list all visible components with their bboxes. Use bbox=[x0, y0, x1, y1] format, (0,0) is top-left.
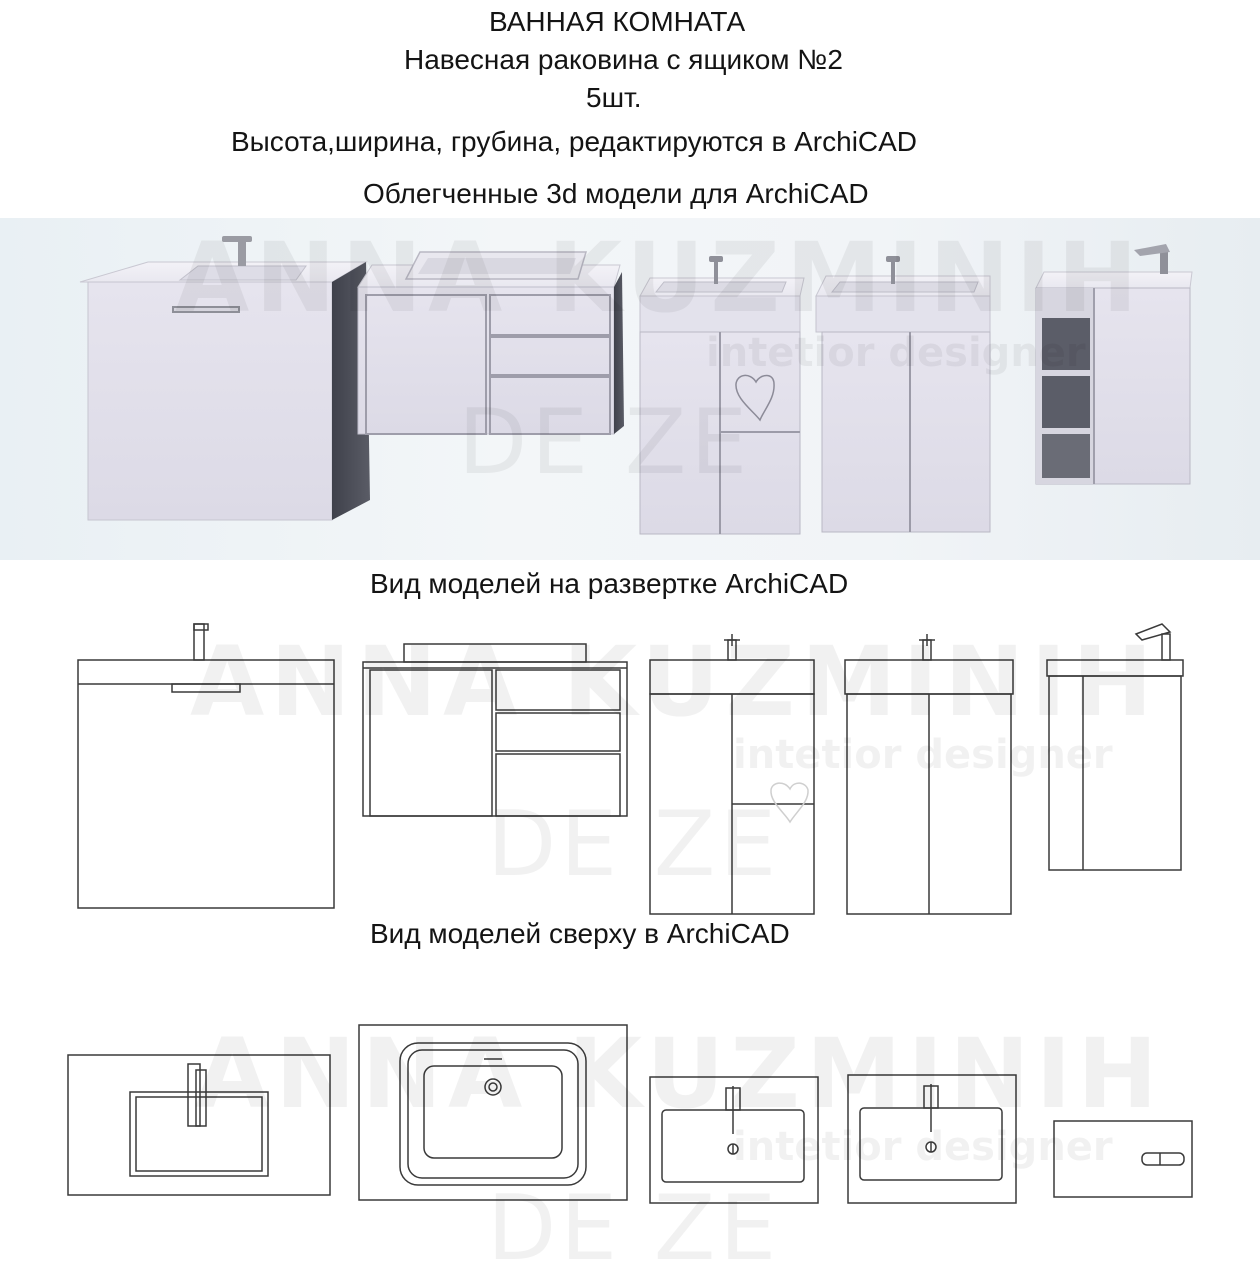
edit-note: Высота,ширина, грубина, редактируются в ArchiCAD bbox=[231, 126, 918, 157]
watermark-name: ANNA KUZMINIH bbox=[190, 626, 1159, 738]
top-view-section-title: Вид моделей сверху в ArchiCAD bbox=[370, 918, 790, 949]
quantity-label: 5шт. bbox=[586, 82, 642, 113]
watermark-name: ANNA KUZMINIH bbox=[195, 1018, 1164, 1130]
product-subtitle: Навесная раковина с ящиком №2 bbox=[404, 44, 843, 75]
page-title: ВАННАЯ КОМНАТА bbox=[489, 6, 746, 37]
top-view-cabinet-5 bbox=[1054, 1121, 1192, 1197]
watermark-role: intetior designer bbox=[733, 732, 1113, 778]
watermark-brand: DE ZE bbox=[487, 792, 781, 897]
light-models-note: Облегченные 3d модели для ArchiCAD bbox=[363, 178, 869, 209]
elevation-section-title: Вид моделей на развертке ArchiCAD bbox=[370, 568, 849, 599]
watermark-brand: DE ZE bbox=[487, 1176, 781, 1281]
top-view-cabinet-1 bbox=[68, 1055, 330, 1195]
top-view-cabinet-2 bbox=[359, 1025, 627, 1200]
top-view-cabinet-3 bbox=[650, 1077, 818, 1203]
top-view-cabinet-4 bbox=[848, 1075, 1016, 1203]
watermark-role: intetior designer bbox=[733, 1124, 1113, 1170]
